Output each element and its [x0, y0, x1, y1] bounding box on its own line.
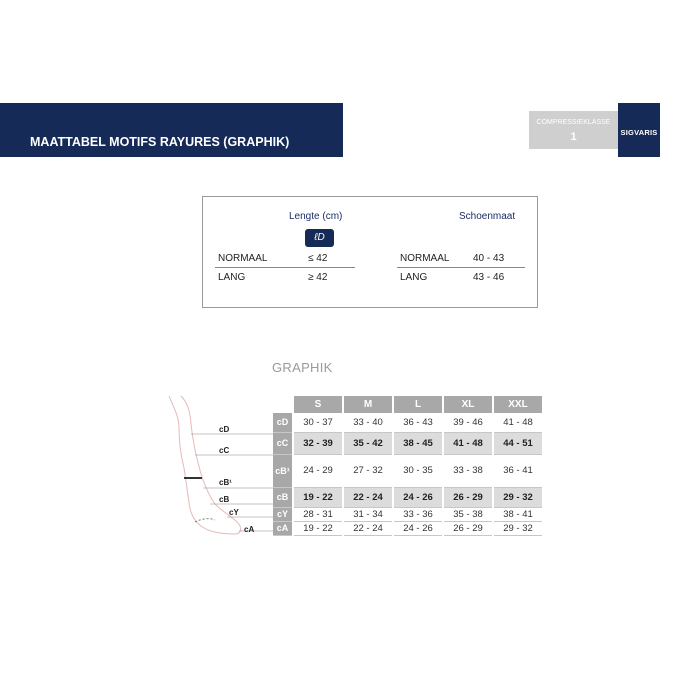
- shoe-row-long-name: LANG: [400, 272, 428, 283]
- compression-class-value: 1: [570, 131, 577, 143]
- length-row-long-value: ≥ 42: [308, 272, 328, 283]
- shoe-row-normal-value: 40 - 43: [473, 253, 505, 264]
- table-cell: 33 - 40: [343, 413, 393, 432]
- table-cell: 33 - 36: [393, 507, 443, 521]
- row-label: cY: [273, 507, 293, 521]
- leg-label-cB1: cB¹: [219, 478, 232, 487]
- size-header-corner: [273, 396, 293, 413]
- leg-label-cB: cB: [219, 495, 230, 504]
- row-label: cA: [273, 521, 293, 535]
- table-cell: 33 - 38: [443, 454, 493, 487]
- table-cell: 35 - 42: [343, 432, 393, 454]
- row-label: cD: [273, 413, 293, 432]
- size-header-XXL: XXL: [493, 396, 543, 413]
- table-cell: 36 - 41: [493, 454, 543, 487]
- table-cell: 19 - 22: [293, 487, 343, 507]
- size-header-S: S: [293, 396, 343, 413]
- size-header-XL: XL: [443, 396, 493, 413]
- table-cell: 41 - 48: [493, 413, 543, 432]
- shoe-row-normal-name: NORMAAL: [400, 253, 450, 264]
- length-heading: Lengte (cm): [289, 211, 343, 222]
- table-cell: 36 - 43: [393, 413, 443, 432]
- table-row: [273, 487, 543, 507]
- compression-class-box: [529, 111, 618, 149]
- table-cell: 32 - 39: [293, 432, 343, 454]
- table-row: [273, 521, 543, 535]
- length-row-normal-name: NORMAAL: [218, 253, 268, 264]
- table-row: [273, 432, 543, 454]
- table-row: [273, 454, 543, 487]
- row-label: cB: [273, 487, 293, 507]
- table-cell: 26 - 29: [443, 487, 493, 507]
- shoe-size-heading: Schoenmaat: [459, 211, 516, 222]
- table-cell: 38 - 41: [493, 507, 543, 521]
- leg-label-cY: cY: [229, 508, 239, 517]
- table-cell: 41 - 48: [443, 432, 493, 454]
- table-cell: 31 - 34: [343, 507, 393, 521]
- table-cell: 38 - 45: [393, 432, 443, 454]
- size-header-row: [273, 396, 543, 413]
- leg-label-cD: cD: [219, 425, 230, 434]
- length-row-long-name: LANG: [218, 272, 246, 283]
- table-cell: 22 - 24: [343, 487, 393, 507]
- table-cell: 29 - 32: [493, 521, 543, 535]
- table-row: [273, 507, 543, 521]
- length-row-normal-value: ≤ 42: [308, 253, 328, 264]
- table-cell: 35 - 38: [443, 507, 493, 521]
- info-divider-right: [397, 267, 525, 268]
- row-label: cC: [273, 432, 293, 454]
- length-ld-badge: ℓD: [305, 229, 334, 247]
- table-cell: 30 - 37: [293, 413, 343, 432]
- row-label: cB¹: [273, 454, 293, 487]
- leg-label-cC: cC: [219, 446, 230, 455]
- size-header-M: M: [343, 396, 393, 413]
- table-cell: 19 - 22: [293, 521, 343, 535]
- table-cell: 39 - 46: [443, 413, 493, 432]
- table-cell: 22 - 24: [343, 521, 393, 535]
- table-cell: 26 - 29: [443, 521, 493, 535]
- leg-measurement-diagram: [165, 394, 275, 542]
- size-table: [273, 396, 544, 536]
- page-title: MAATTABEL MOTIFS RAYURES (GRAPHIK): [30, 135, 290, 149]
- product-name: GRAPHIK: [272, 360, 333, 375]
- brand-name: SIGVARIS: [620, 128, 658, 137]
- table-cell: 24 - 29: [293, 454, 343, 487]
- shoe-row-long-value: 43 - 46: [473, 272, 505, 283]
- info-divider-left: [215, 267, 355, 268]
- compression-class-label: COMPRESSIEKLASSE: [536, 119, 611, 126]
- table-cell: 44 - 51: [493, 432, 543, 454]
- leg-label-cA: cA: [244, 525, 255, 534]
- table-cell: 24 - 26: [393, 487, 443, 507]
- table-cell: 27 - 32: [343, 454, 393, 487]
- table-row: [273, 413, 543, 432]
- table-cell: 28 - 31: [293, 507, 343, 521]
- size-header-L: L: [393, 396, 443, 413]
- table-cell: 29 - 32: [493, 487, 543, 507]
- table-cell: 30 - 35: [393, 454, 443, 487]
- table-cell: 24 - 26: [393, 521, 443, 535]
